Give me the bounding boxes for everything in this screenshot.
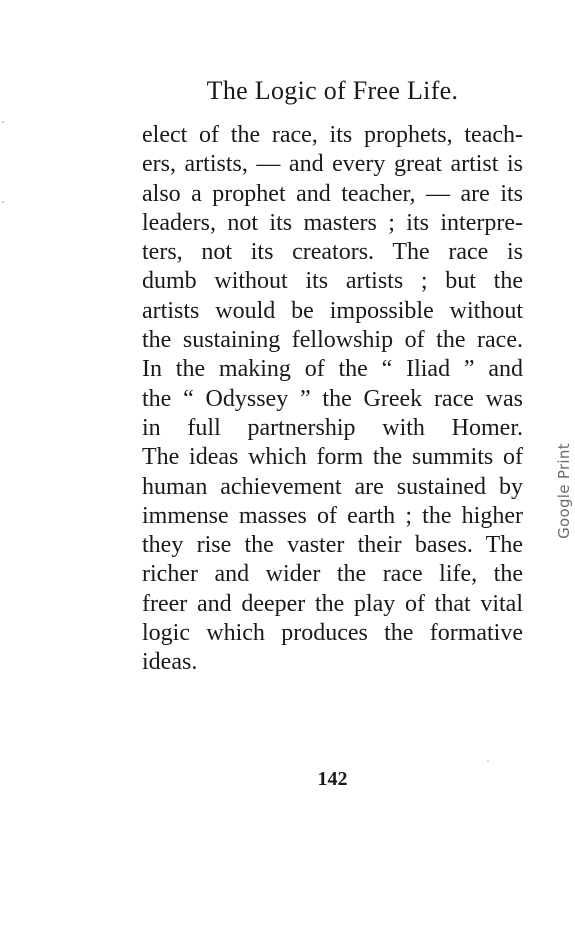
text-line: they rise the vaster their bases. The xyxy=(142,532,523,559)
running-head: The Logic of Free Life. xyxy=(206,76,459,105)
scan-speck xyxy=(2,201,4,203)
text-line: logic which produces the formative xyxy=(142,620,523,647)
scan-speck xyxy=(2,121,4,123)
text-line: in full partnership with Homer. xyxy=(142,414,523,441)
body-text xyxy=(142,121,523,678)
text-line: richer and wider the race life, the xyxy=(142,561,523,588)
scan-speck xyxy=(487,760,489,762)
text-line: The ideas which form the summits of xyxy=(142,444,523,471)
text-line: human achievement are sustained by xyxy=(142,473,523,500)
text-line: the sustaining fellowship of the race. xyxy=(142,327,523,354)
page-number: 142 xyxy=(317,768,348,790)
text-line: dumb without its artists ; but the xyxy=(142,268,523,295)
text-line: the “ Odyssey ” the Greek race was xyxy=(142,385,523,412)
text-line: ters, not its creators. The race is xyxy=(142,239,523,266)
text-line: ers, artists, — and every great artist is xyxy=(142,151,523,178)
watermark-text: Google Print xyxy=(555,443,573,539)
text-line: also a prophet and teacher, — are its xyxy=(142,180,523,207)
text-line: leaders, not its masters ; its interpre- xyxy=(142,209,523,236)
text-line: immense masses of earth ; the higher xyxy=(142,502,523,529)
text-line: In the making of the “ Iliad ” and xyxy=(142,356,523,383)
text-line: artists would be impossible without xyxy=(142,297,523,324)
text-line: freer and deeper the play of that vital xyxy=(142,590,523,617)
google-print-watermark xyxy=(553,426,575,556)
text-line: ideas. xyxy=(142,649,198,676)
text-line: elect of the race, its prophets, teach- xyxy=(142,122,523,148)
